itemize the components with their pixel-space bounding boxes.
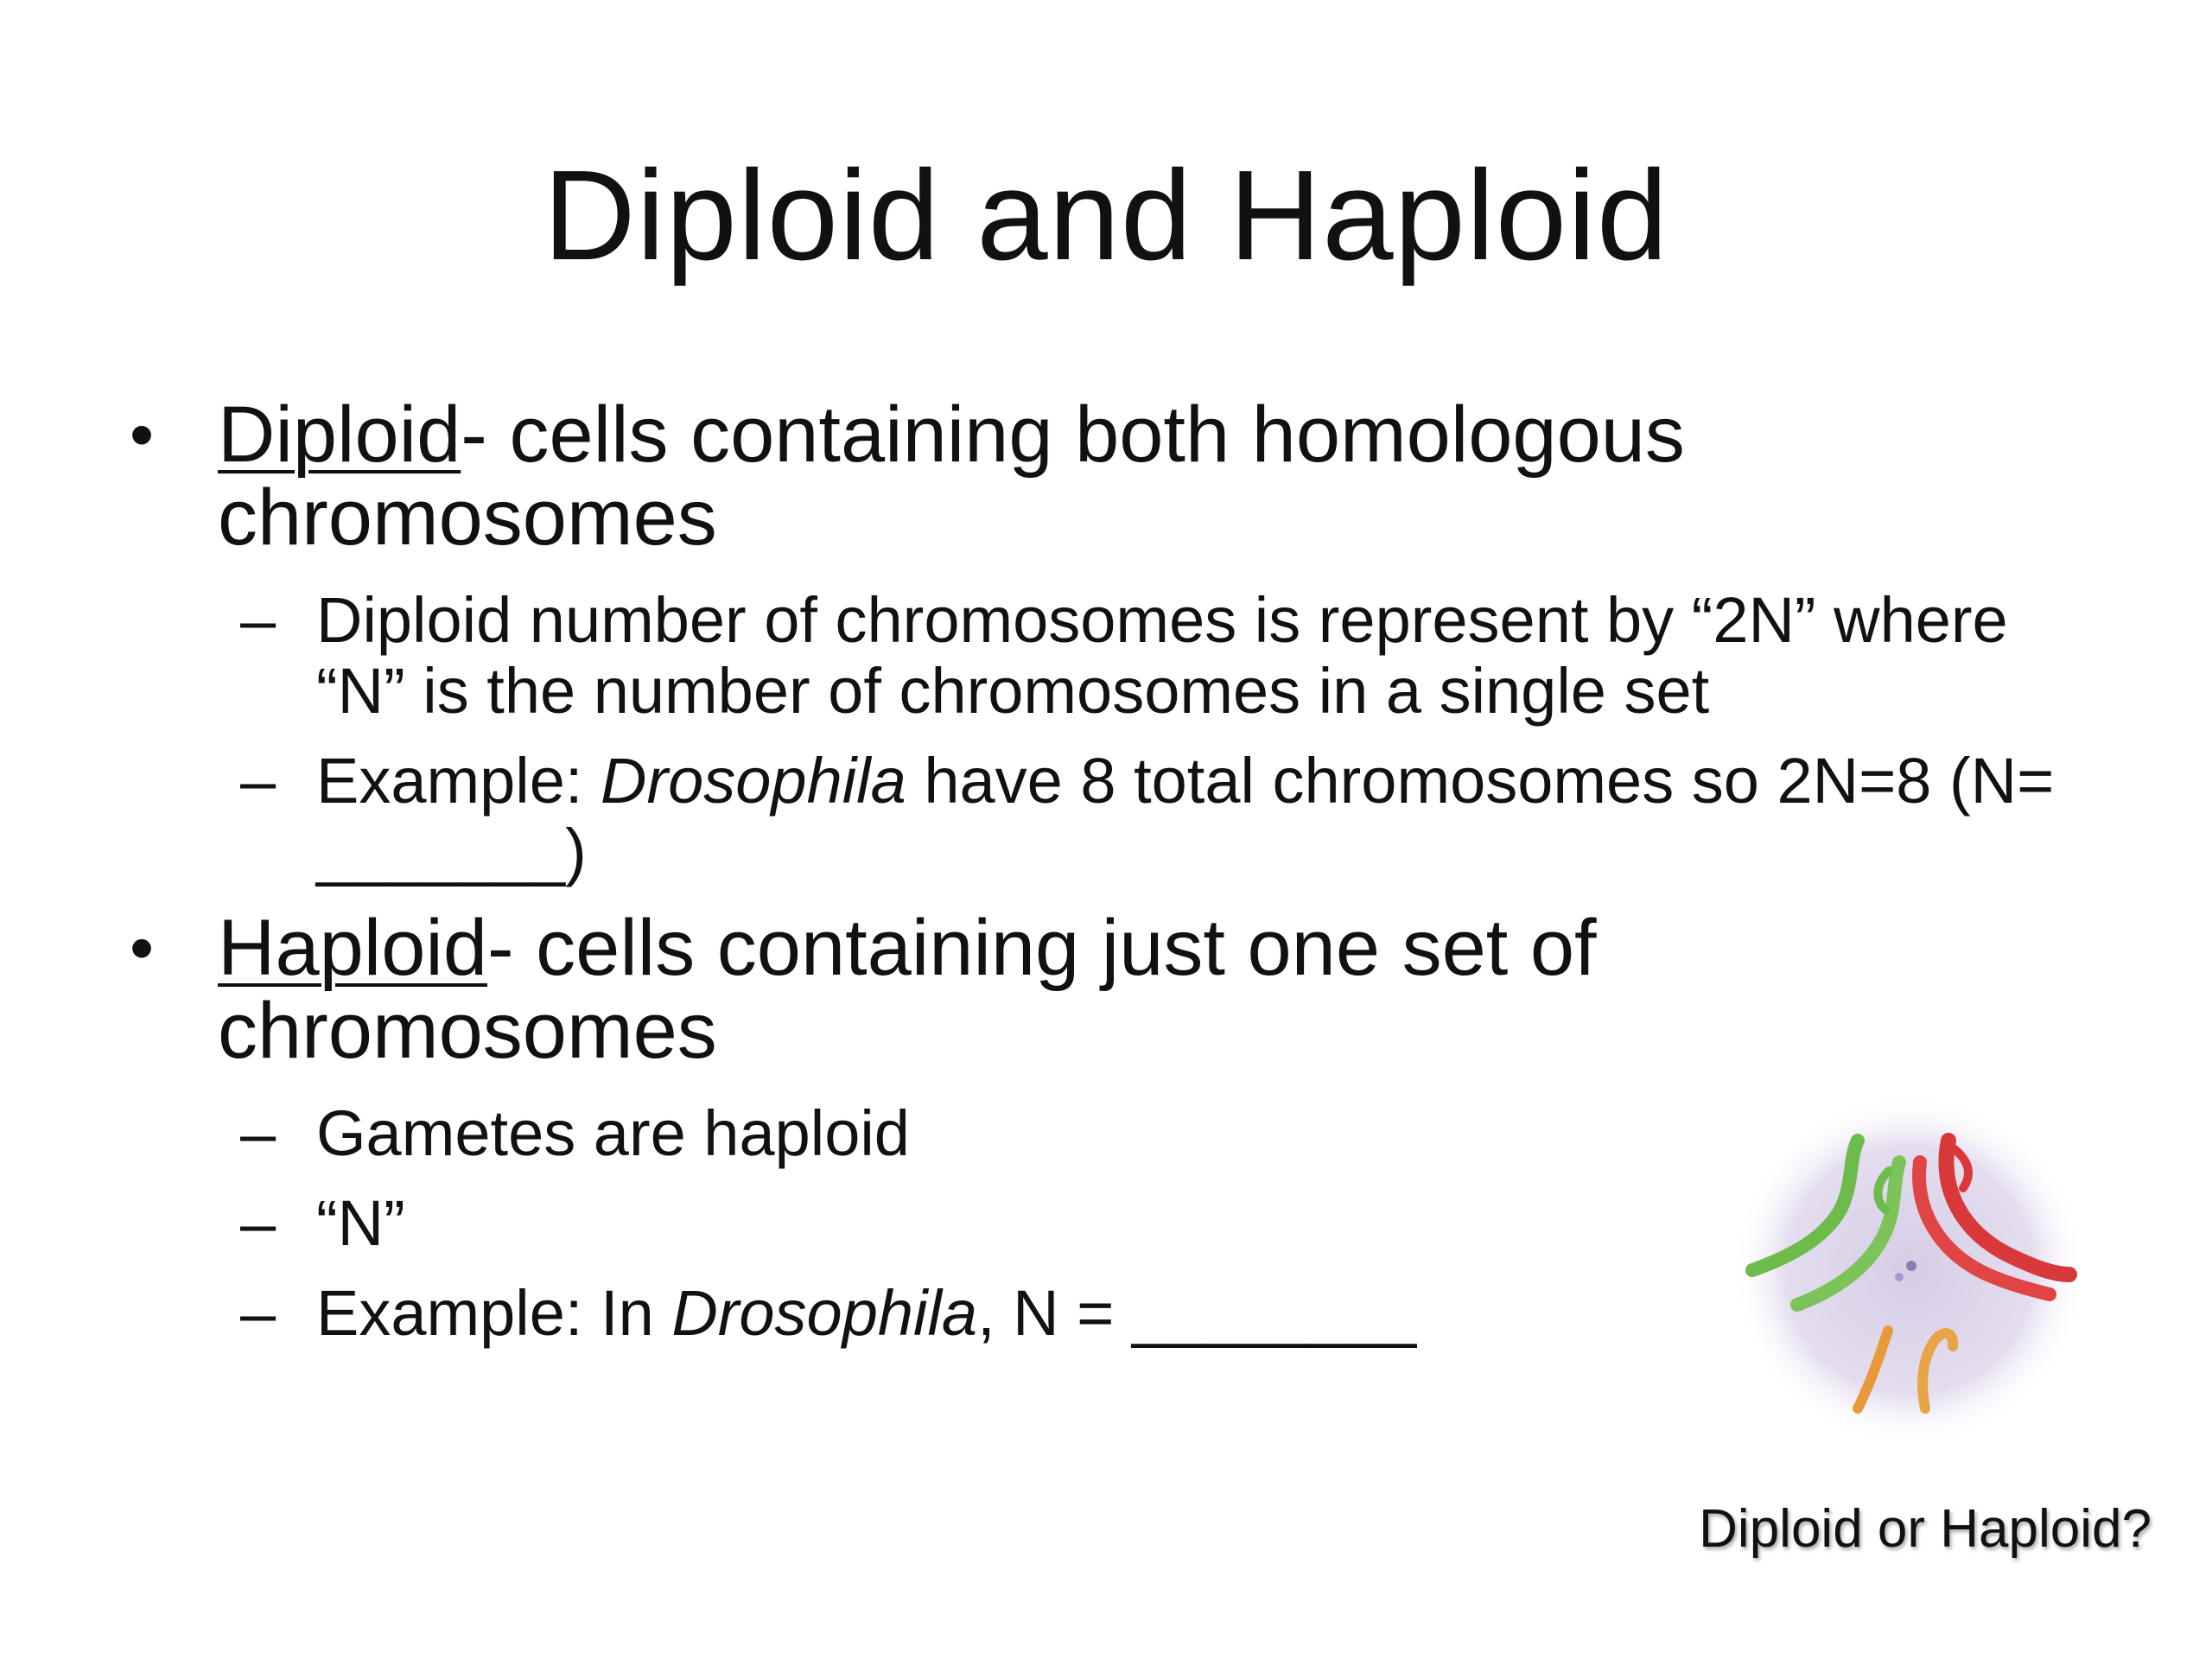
bullet-diploid <box>130 391 2074 562</box>
gametes-text: Gametes are haploid <box>316 1097 910 1169</box>
dash-icon: – <box>240 745 276 817</box>
chromosome-cell-illustration <box>1728 1089 2091 1452</box>
haploid-example-suffix: , N = ________ <box>977 1277 1417 1349</box>
sub-bullet-diploid-example <box>130 746 2074 887</box>
diploid-example-prefix: Example: <box>316 745 601 817</box>
diploid-term: Diploid <box>218 391 461 479</box>
diploid-example-species: Drosophila <box>601 745 906 817</box>
diploid-number-text: Diploid number of chromosomes is represent by “2N” where “N” is the number of chromosomes in a single set <box>316 584 2008 727</box>
dash-icon: – <box>240 584 276 656</box>
haploid-definition: - cells containing just one set of chromosomes <box>218 904 1597 1075</box>
bullet-dot-icon: • <box>130 909 155 986</box>
slide-title: Diploid and Haploid <box>543 144 1669 287</box>
sub-bullet-diploid-number <box>130 585 2074 727</box>
haploid-example-prefix: Example: In <box>316 1277 672 1349</box>
dash-icon: – <box>240 1277 276 1349</box>
n-text: “N” <box>316 1187 405 1259</box>
haploid-term: Haploid <box>218 904 487 992</box>
centriole <box>1906 1261 1916 1271</box>
haploid-example-species: Drosophila <box>671 1277 978 1349</box>
diploid-definition: - cells containing both homologous chromosomes <box>218 391 1685 562</box>
figure-caption: Diploid or Haploid? <box>1699 1499 2152 1559</box>
dash-icon: – <box>240 1187 276 1259</box>
diploid-example-suffix: have 8 total chromosomes so 2N=8 (N= _______) <box>316 745 2055 887</box>
bullet-dot-icon: • <box>130 396 155 473</box>
dash-icon: – <box>240 1097 276 1169</box>
centriole <box>1895 1273 1904 1281</box>
bullet-haploid <box>130 904 2074 1075</box>
